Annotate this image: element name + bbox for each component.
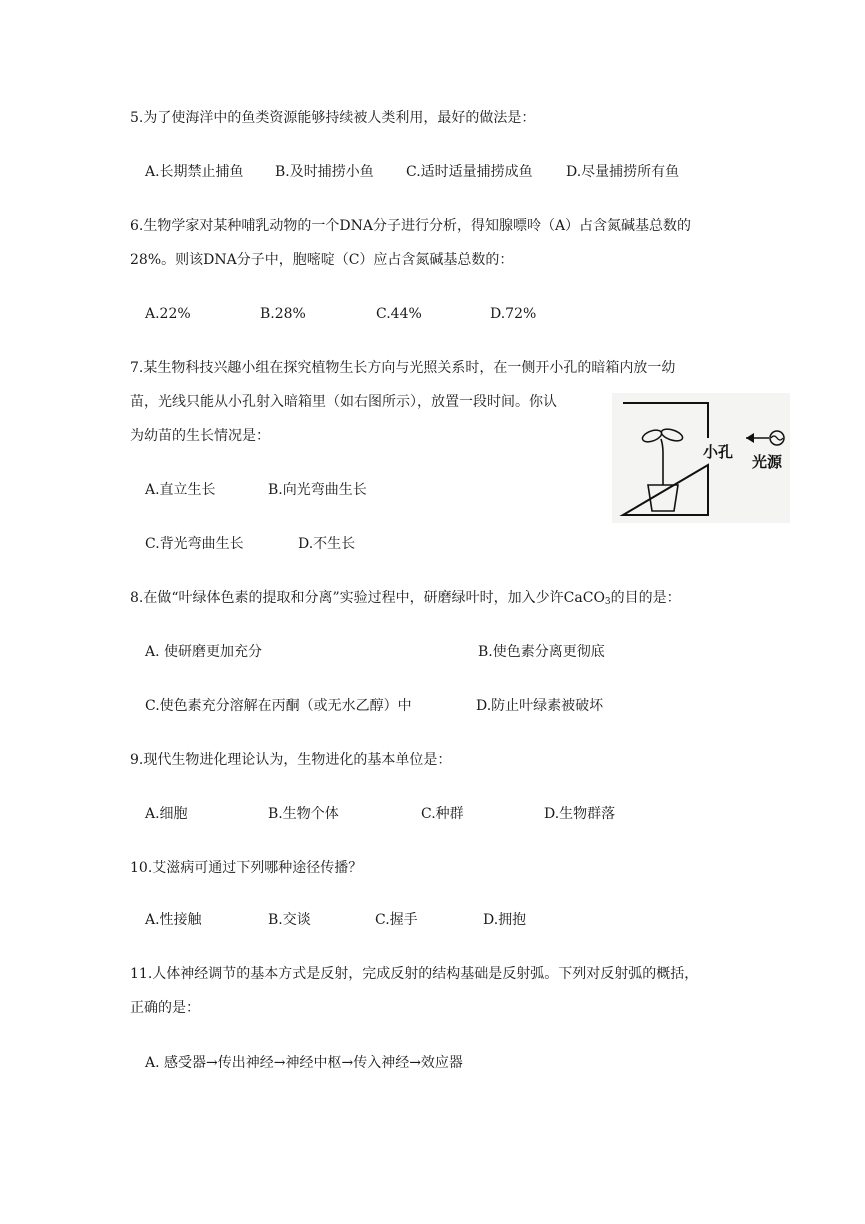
q6-option-d[interactable]: D.72%: [490, 306, 537, 322]
question-5-stem: 5.为了使海洋中的鱼类资源能够持续被人类利用，最好的做法是：: [130, 110, 536, 126]
q10-option-c[interactable]: C.握手: [375, 912, 418, 928]
q9-option-b[interactable]: B.生物个体: [268, 806, 339, 822]
q6-option-b[interactable]: B.28%: [260, 306, 306, 322]
question-9-stem: 9.现代生物进化理论认为，生物进化的基本单位是：: [130, 752, 452, 768]
q8-option-c[interactable]: C.使色素充分溶解在丙酮（或无水乙醇）中: [145, 698, 412, 714]
light-source-label: 光源: [752, 453, 783, 471]
q7-option-a[interactable]: A.直立生长: [145, 482, 216, 498]
q5-option-b[interactable]: B.及时捕捞小鱼: [275, 164, 374, 180]
q8-stem-prefix: 8.在做“叶绿体色素的提取和分离”实验过程中，研磨绿叶时，加入少许CaCO: [130, 590, 605, 606]
dark-box-diagram: [612, 393, 790, 523]
q7-option-c[interactable]: C.背光弯曲生长: [145, 536, 244, 552]
question-10-stem: 10.艾滋病可通过下列哪种途径传播？: [130, 860, 363, 876]
q9-option-c[interactable]: C.种群: [421, 806, 464, 822]
seedling-dark-box-figure: [612, 393, 790, 523]
q8-option-b[interactable]: B.使色素分离更彻底: [478, 644, 605, 660]
q7-option-b[interactable]: B.向光弯曲生长: [268, 482, 367, 498]
question-7-stem-line-3: 为幼苗的生长情况是：: [130, 428, 270, 444]
question-11-stem-line-1: 11.人体神经调节的基本方式是反射，完成反射的结构基础是反射弧。下列对反射弧的概括，: [130, 966, 699, 982]
q8-stem-subscript: 3: [604, 597, 611, 607]
q8-option-a[interactable]: A. 使研磨更加充分: [145, 644, 263, 660]
question-8-stem: [130, 588, 681, 612]
q5-option-c[interactable]: C.适时适量捕捞成鱼: [406, 164, 533, 180]
question-6-stem-line-1: 6.生物学家对某种哺乳动物的一个DNA分子进行分析，得知腺嘌呤（A）占含氮碱基总数的: [130, 218, 692, 234]
hole-label: 小孔: [703, 443, 734, 461]
q9-option-a[interactable]: A.细胞: [145, 806, 188, 822]
q9-option-d[interactable]: D.生物群落: [544, 806, 616, 822]
q10-option-a[interactable]: A.性接触: [145, 912, 202, 928]
question-7-stem-line-2: 苗，光线只能从小孔射入暗箱里（如右图所示），放置一段时间。你认: [130, 394, 557, 410]
q10-option-b[interactable]: B.交谈: [268, 912, 311, 928]
q6-option-a[interactable]: A.22%: [145, 306, 191, 322]
question-6-stem-line-2: 28%。则该DNA分子中，胞嘧啶（C）应占含氮碱基总数的：: [130, 252, 514, 268]
q6-option-c[interactable]: C.44%: [376, 306, 422, 322]
q5-option-d[interactable]: D.尽量捕捞所有鱼: [566, 164, 680, 180]
q11-option-a[interactable]: A. 感受器→传出神经→神经中枢→传入神经→效应器: [145, 1055, 463, 1071]
q10-option-d[interactable]: D.拥抱: [483, 912, 527, 928]
q8-stem-suffix: 的目的是：: [610, 590, 681, 606]
question-7-stem-line-1: 7.某生物科技兴趣小组在探究植物生长方向与光照关系时，在一侧开小孔的暗箱内放一幼: [130, 360, 676, 376]
q5-option-a[interactable]: A.长期禁止捕鱼: [145, 164, 244, 180]
q7-option-d[interactable]: D.不生长: [298, 536, 356, 552]
question-11-stem-line-2: 正确的是：: [130, 1000, 200, 1016]
q8-option-d[interactable]: D.防止叶绿素被破坏: [476, 698, 604, 714]
